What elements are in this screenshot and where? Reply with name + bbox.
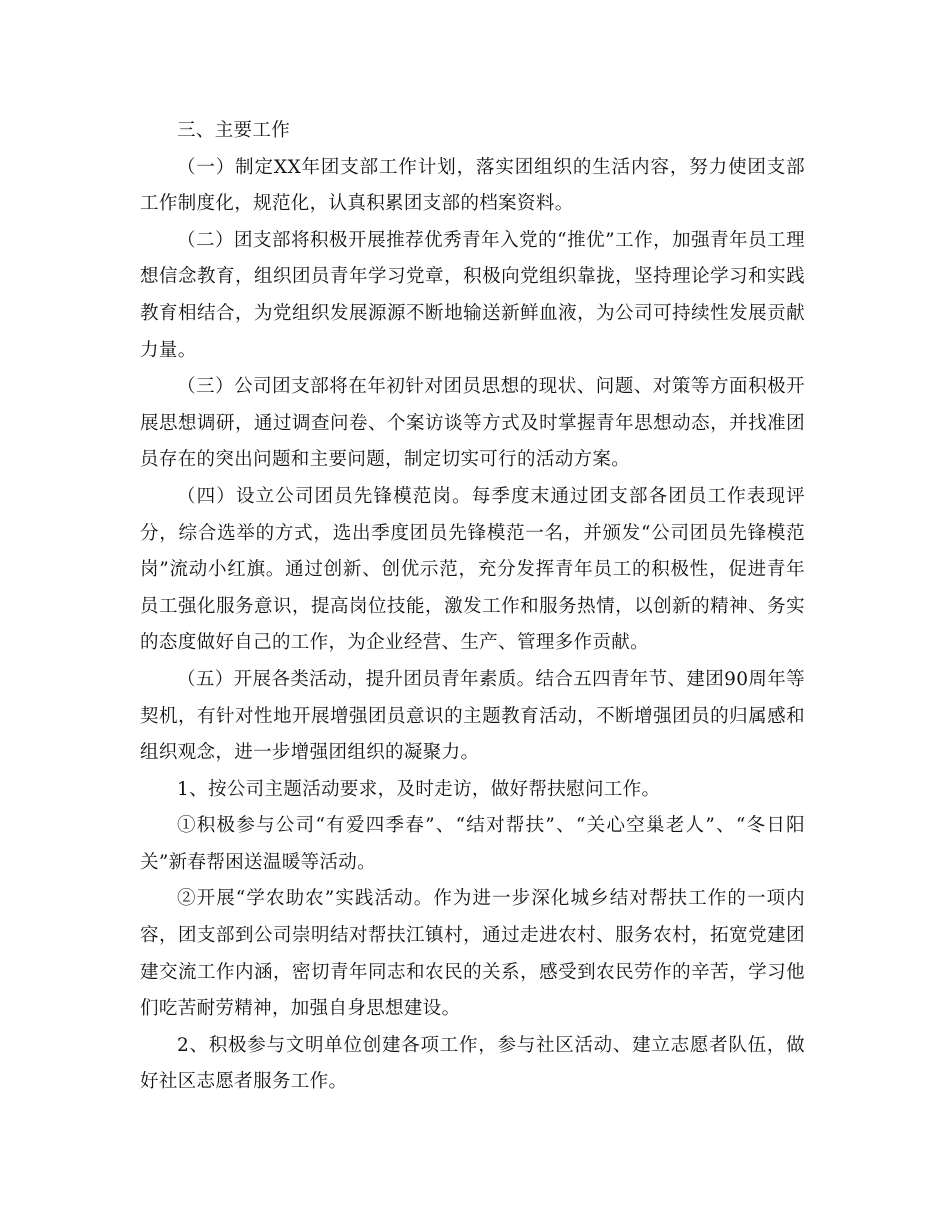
paragraph-ideology-research: （三）公司团支部将在年初针对团员思想的现状、问题、对策等方面积极开展思想调研，通过调查问卷、个案访谈等方式及时掌握青年思想动态，并找准团员存在的突出问题和主要问题，制定切实可行的活动方案。 bbox=[140, 376, 805, 471]
paragraph-item-2: 2、积极参与文明单位创建各项工作，参与社区活动、建立志愿者队伍，做好社区志愿者服务工作。 bbox=[140, 1034, 805, 1093]
paragraph-pioneer-post: （四）设立公司团员先锋模范岗。每季度末通过团支部各团员工作表现评分，综合选举的方式，选出季度团员先锋模范一名，并颁发“公司团员先锋模范岗”流动小红旗。通过创新、创优示范，充分发挥青年员工的积极性，促进青年员工强化服务意识，提高岗位技能，激发工作和服务热情，以创新的精神、务实的态度做好自己的工作，为企业经营、生产、管理多作贡献。 bbox=[140, 485, 805, 654]
paragraph-item-1: 1、按公司主题活动要求，及时走访，做好帮扶慰问工作。 bbox=[177, 778, 661, 800]
paragraph-recommend-youth: （二）团支部将积极开展推荐优秀青年入党的“推优”工作，加强青年员工理想信念教育，组织团员青年学习党章，积极向党组织靠拢，坚持理论学习和实践教育相结合，为党组织发展源源不断地输送新鲜血液，为公司可持续性发展贡献力量。 bbox=[140, 229, 805, 361]
paragraph-activities: （五）开展各类活动，提升团员青年素质。结合五四青年节、建团90周年等契机，有针对性地开展增强团员意识的主题教育活动，不断增强团员的归属感和组织观念，进一步增强团组织的凝聚力。 bbox=[140, 668, 805, 764]
paragraph-work-plan: （一）制定XX年团支部工作计划，落实团组织的生活内容，努力使团支部工作制度化，规范化，认真积累团支部的档案资料。 bbox=[140, 156, 805, 215]
section-heading: 三、主要工作 bbox=[177, 120, 291, 141]
paragraph-subitem-2: ②开展“学农助农”实践活动。作为进一步深化城乡结对帮扶工作的一项内容，团支部到公司崇明结对帮扶江镇村，通过走进农村、服务农村，拓宽党建团建交流工作内涵，密切青年同志和农民的关系，感受到农民劳作的辛苦，学习他们吃苦耐劳精神，加强自身思想建设。 bbox=[140, 888, 805, 1020]
paragraph-subitem-1: ①积极参与公司“有爱四季春”、“结对帮扶”、“关心空巢老人”、“冬日阳关”新春帮困送温暖等活动。 bbox=[140, 815, 805, 873]
document-body bbox=[140, 113, 805, 1101]
